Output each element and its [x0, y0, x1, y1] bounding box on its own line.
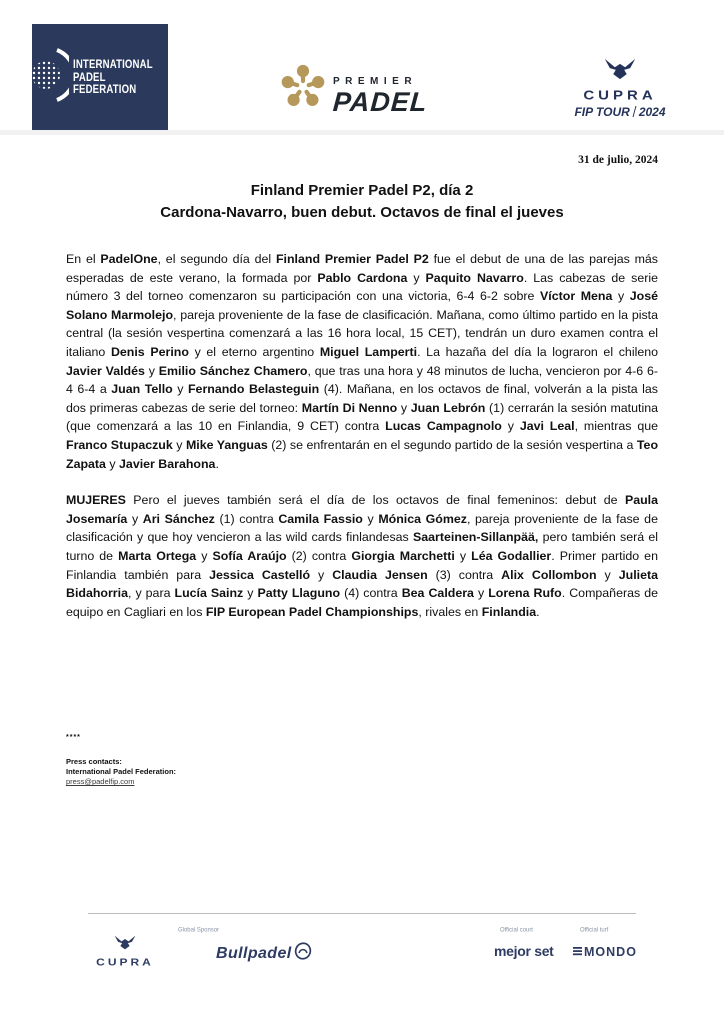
header-divider-strip: [0, 130, 724, 135]
official-court-label: Official court: [500, 927, 533, 933]
ipf-logo: [32, 24, 168, 130]
official-turf-label: Official turf: [580, 927, 609, 933]
fip-tour-text: FIP TOUR: [574, 105, 630, 119]
title-line-1: Finland Premier Padel P2, día 2: [250, 182, 474, 199]
sponsor-footer: [0, 905, 724, 995]
cupra-wordmark: CUPRA: [583, 88, 657, 103]
document-date: 31 de julio, 2024: [578, 154, 658, 166]
padel-racket-icon: [27, 46, 69, 109]
cupra-footer-wordmark: CUPRA: [96, 956, 154, 968]
press-contacts-org: International Padel Federation:: [66, 767, 177, 777]
mondo-bars-icon: [573, 945, 582, 959]
cupra-footer-logo: [90, 935, 160, 969]
paragraph-men: En el PadelOne, el segundo día del Finland Premier Padel P2 fue el debut de una de las parejas más esperadas de este verano, la formada por Pablo Cardona y Paquito Navarro. Las cabezas de serie número 3 del torneo comenzaron su participación con una victoria, 6-4 6-2 sobre Víctor Mena y José Solano Marmolejo, pareja proveniente de la fase de clasificación. Mañana, como último partido en la pista central (la sesión vespertina comenzará a las 16 hora local, 15 CET), tendrán un duro examen contra el italiano Denis Perino y el eterno argentino Miguel Lamperti. La hazaña del día la lograron el chileno Javier Valdés y Emilio Sánchez Chamero, que tras una hora y 48 minutos de lucha, vencieron por 4-6 6-4 6-4 a Juan Tello y Fernando Belasteguin (4). Mañana, en los octavos de final, volverán a la pista las dos primeras cabezas de serie del torneo: Martín Di Nenno y Juan Lebrón (1) cerrarán la sesión matutina (que comenzará a las 10 en Finlandia, 9 CET) contra Lucas Campagnolo y Javi Leal, mientras que Franco Stupaczuk y Mike Yanguas (2) se enfrentarán en el segundo partido de la sesión vespertina a Teo Zapata y Javier Barahona.: [66, 252, 659, 471]
cupra-fip-tour-logo: [566, 58, 674, 119]
fip-tour-2024-label: [566, 105, 674, 119]
end-separator: ****: [66, 734, 81, 742]
press-contacts-block: [66, 733, 658, 787]
bullpadel-wordmark: Bullpadel: [216, 944, 292, 962]
document-title: [66, 180, 658, 224]
premier-label: PREMIER: [333, 76, 418, 87]
footer-divider-line: [88, 913, 636, 914]
premier-padel-logo: [281, 62, 428, 115]
mondo-wordmark: MONDO: [584, 945, 637, 959]
premier-padel-asterisk-icon: [281, 62, 325, 115]
press-email-link[interactable]: press@padelfip.com: [66, 777, 135, 787]
global-sponsor-label: Global Sponsor: [178, 927, 220, 933]
padel-wordmark: PADEL: [331, 87, 429, 117]
paragraph-women: MUJERES Pero el jueves también será el día de los octavos de final femeninos: debut de Paula Josemaría y Ari Sánchez (1) contra Camila Fassio y Mónica Gómez, pareja proveniente de la fase de clasificación y que hoy vencieron a las wild cards finlandesas Saarteinen-Sillanpää, pero también será el turno de Marta Ortega y Sofía Araújo (2) contra Giorgia Marchetti y Léa Godallier. Primer partido en Finlandia también para Jessica Castelló y Claudia Jensen (3) contra Alix Collombon y Julieta Bidahorria, y para Lucía Sainz y Patty Llaguno (4) contra Bea Caldera y Lorena Rufo. Compañeras de equipo en Cagliari en los FIP European Padel Championships, rivales en Finlandia.: [66, 493, 658, 619]
mejorset-logo: [494, 943, 554, 959]
cupra-bull-icon: [113, 937, 137, 954]
cupra-bull-icon: [603, 67, 637, 84]
ipf-logo-text: INTERNATIONAL PADEL FEDERATION: [73, 57, 153, 97]
fip-tour-year: 2024: [638, 105, 666, 119]
header: [0, 0, 724, 130]
bullpadel-logo: [216, 942, 312, 965]
mondo-logo: [573, 945, 637, 959]
press-contacts-label: Press contacts:: [66, 757, 122, 767]
bullpadel-emblem-icon: [294, 942, 312, 965]
title-line-2: Cardona-Navarro, buen debut. Octavos de final el jueves: [160, 204, 564, 221]
mejorset-wordmark: mejor set: [494, 943, 554, 959]
fip-tour-divider: [632, 106, 636, 117]
